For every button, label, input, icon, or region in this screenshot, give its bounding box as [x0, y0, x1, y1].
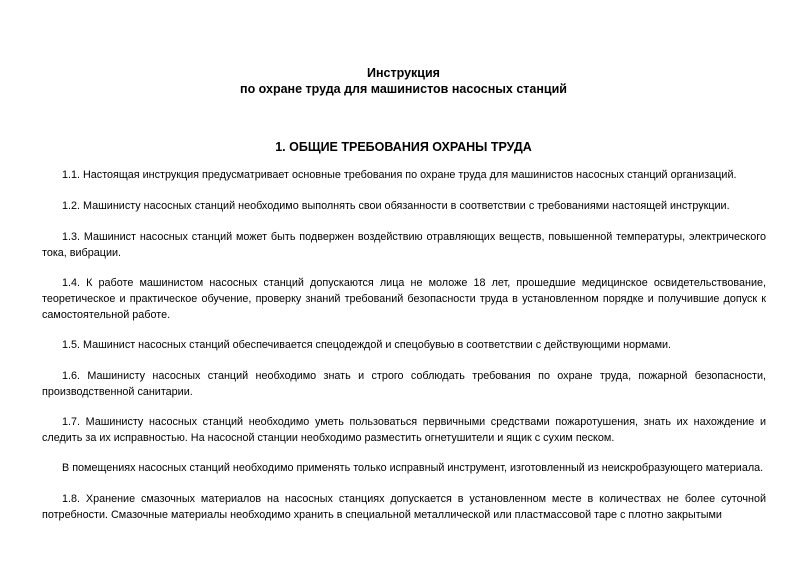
section-heading: 1. ОБЩИЕ ТРЕБОВАНИЯ ОХРАНЫ ТРУДА [275, 140, 532, 154]
paragraph-1-8: 1.8. Хранение смазочных материалов на насосных станциях допускается в установленном месте в количествах не более суточной потребности. Смазочные материалы необходимо хранить в специальной металлической или пластмассовой таре с плотно закрытыми [42, 493, 766, 521]
paragraph-1-5: 1.5. Машинист насосных станций обеспечивается спецодеждой и спецобувью в соответствии с действующими нормами. [62, 339, 672, 351]
paragraph-1-1: 1.1. Настоящая инструкция предусматривает основные требования по охране труда для машинистов насосных станций организаций. [62, 169, 737, 181]
paragraph-1-6: 1.6. Машинисту насосных станций необходимо знать и строго соблюдать требования по охране труда, пожарной безопасности, производственной санитарии. [42, 370, 766, 398]
paragraph-tools: В помещениях насосных станций необходимо применять только исправный инструмент, изготовленный из неискробразующего материала. [62, 462, 764, 474]
paragraph-1-7: 1.7. Машинисту насосных станций необходимо уметь пользоваться первичными средствами пожаротушения, знать их нахождение и следить за их исправностью. На насосной станции необходимо разместить огнетушители и ящик с сухим песком. [42, 416, 766, 444]
paragraph-1-4: 1.4. К работе машинистом насосных станций допускаются лица не моложе 18 лет, прошедшие медицинское освидетельствование, теоретическое и практическое обучение, проверку знаний требований безопасности труда в установленном порядке и получившие допуск к самостоятельной работе. [42, 277, 766, 321]
paragraph-1-3: 1.3. Машинист насосных станций может быть подвержен воздействию отравляющих веществ, повышенной температуры, электрического тока, вибрации. [42, 231, 766, 259]
document-subtitle: по охране труда для машинистов насосных станций [240, 82, 567, 96]
document-title: Инструкция [367, 66, 440, 80]
paragraph-1-2: 1.2. Машинисту насосных станций необходимо выполнять свои обязанности в соответствии с требованиями настоящей инструкции. [62, 200, 730, 212]
